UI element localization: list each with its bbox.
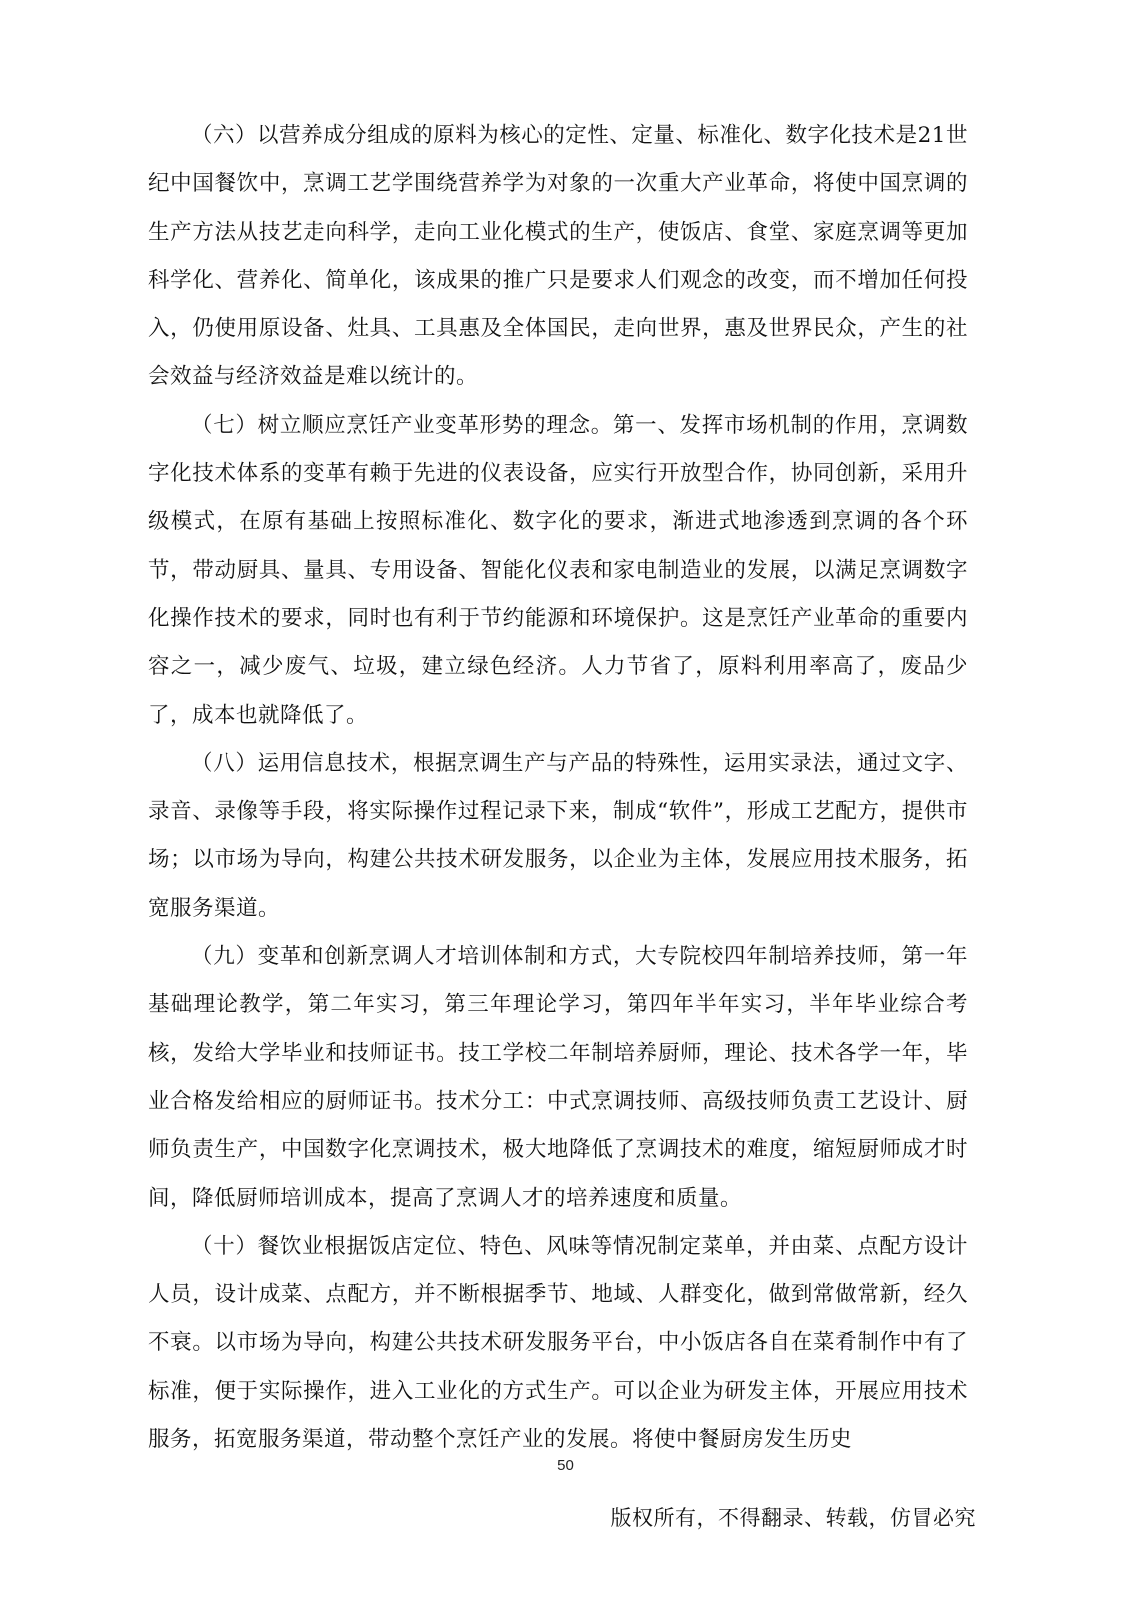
paragraph-7: （七）树立顺应烹饪产业变革形势的理念。第一、发挥市场机制的作用，烹调数字化技术体系的变革有赖于先进的仪表设备，应实行开放型合作，协同创新，采用升级模式，在原有基础上按照标准化、数字化的要求，渐进式地渗透到烹调的各个环节，带动厨具、量具、专用设备、智能化仪表和家电制造业的发展，以满足烹调数字化操作技术的要求，同时也有利于节约能源和环境保护。这是烹饪产业革命的重要内容之一，减少废气、垃圾，建立绿色经济。人力节省了，原料利用率高了，废品少了，成本也就降低了。 — [148, 412, 968, 728]
paragraph-6: （六）以营养成分组成的原料为核心的定性、定量、标准化、数字化技术是21世纪中国餐饮中，烹调工艺学围绕营养学为对象的一次重大产业革命，将使中国烹调的生产方法从技艺走向科学，走向工业化模式的生产，使饭店、食堂、家庭烹调等更加科学化、营养化、简单化，该成果的推广只是要求人们观念的改变，而不增加任何投入，仍使用原设备、灶具、工具惠及全体国民，走向世界，惠及世界民众，产生的社会效益与经济效益是难以统计的。 — [148, 123, 968, 390]
page-number: 50 — [557, 1457, 574, 1474]
paragraph-9: （九）变革和创新烹调人才培训体制和方式，大专院校四年制培养技师，第一年基础理论教学，第二年实习，第三年理论学习，第四年半年实习，半年毕业综合考核，发给大学毕业和技师证书。技工学校二年制培养厨师，理论、技术各学一年，毕业合格发给相应的厨师证书。技术分工：中式烹调技师、高级技师负责工艺设计、厨师负责生产，中国数字化烹调技术，极大地降低了烹调技术的难度，缩短厨师成才时间，降低厨师培训成本，提高了烹调人才的培养速度和质量。 — [148, 944, 968, 1211]
copyright-notice: 版权所有，不得翻录、转载，仿冒必究 — [610, 1506, 976, 1530]
body-text — [148, 112, 968, 1464]
paragraph-10: （十）餐饮业根据饭店定位、特色、风味等情况制定菜单，并由菜、点配方设计人员，设计成菜、点配方，并不断根据季节、地域、人群变化，做到常做常新，经久不衰。以市场为导向，构建公共技术研发服务平台，中小饭店各自在菜肴制作中有了标准，便于实际操作，进入工业化的方式生产。可以企业为研发主体，开展应用技术服务，拓宽服务渠道，带动整个烹饪产业的发展。将使中餐厨房发生历史 — [148, 1233, 968, 1453]
paragraph-8: （八）运用信息技术，根据烹调生产与产品的特殊性，运用实录法，通过文字、录音、录像等手段，将实际操作过程记录下来，制成“软件”，形成工艺配方，提供市场；以市场为导向，构建公共技术研发服务，以企业为主体，发展应用技术服务，拓宽服务渠道。 — [148, 750, 968, 921]
